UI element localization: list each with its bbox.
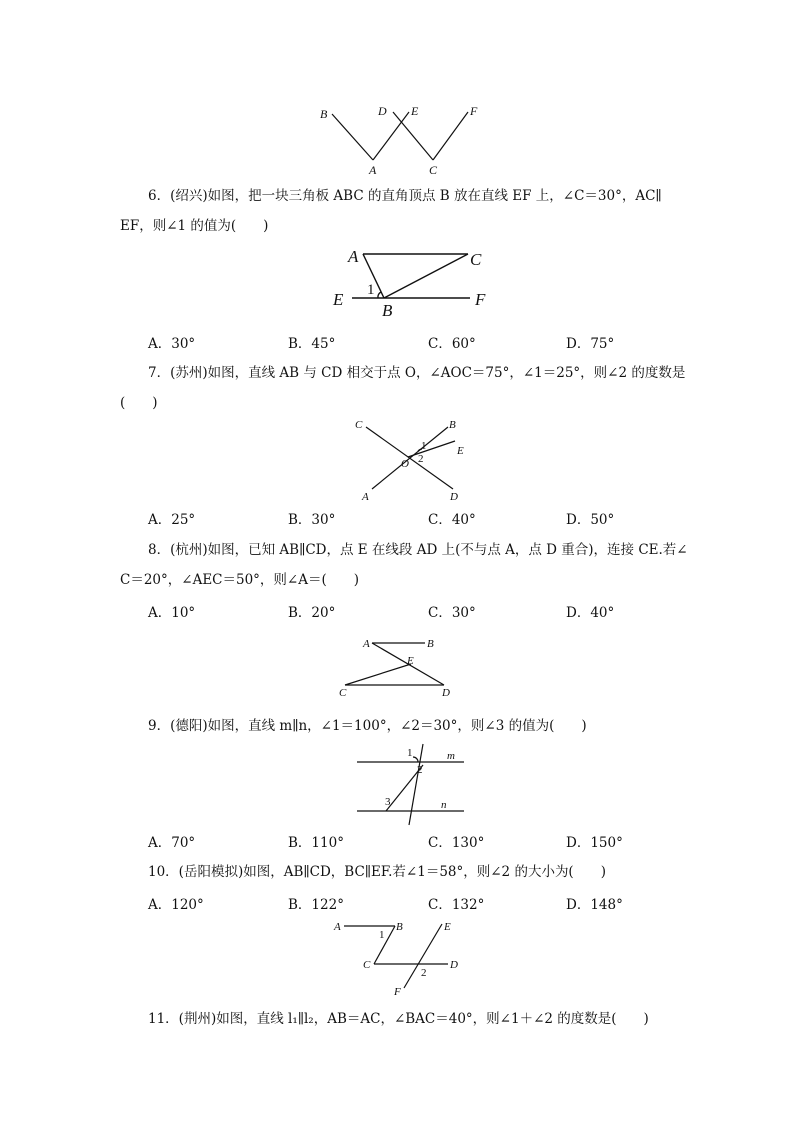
label-B: B <box>320 107 328 121</box>
q8-label-A: A <box>363 638 370 650</box>
q6-label-F: F <box>475 290 486 309</box>
q6-option-d[interactable]: D．75° <box>566 336 615 352</box>
q8-option-d[interactable]: D．40° <box>566 605 615 621</box>
q10-angle-1: 1 <box>379 929 385 941</box>
q6-text-line2: EF，则∠1 的值为( ) <box>120 218 269 234</box>
q10-label-A: A <box>334 921 341 933</box>
q9-option-d[interactable]: D．150° <box>566 835 623 851</box>
q6-option-b[interactable]: B．45° <box>288 336 336 352</box>
q6-text-line1: 6．(绍兴)如图，把一块三角板 ABC 的直角顶点 B 放在直线 EF 上，∠C＝30°，AC∥ <box>148 188 662 204</box>
q7-label-A: A <box>362 491 369 503</box>
q7-label-D: D <box>450 491 458 503</box>
q10-label-F: F <box>394 986 401 998</box>
q10-text-line1: 10．(岳阳模拟)如图，AB∥CD，BC∥EF.若∠1＝58°，则∠2 的大小为( ) <box>148 864 606 880</box>
q7-text-line1: 7．(苏州)如图，直线 AB 与 CD 相交于点 O，∠AOC＝75°，∠1＝25°，则∠2 的度数是 <box>148 365 686 381</box>
q8-option-a[interactable]: A．10° <box>148 605 196 621</box>
q10-label-D: D <box>450 959 458 971</box>
q9-angle-1: 1 <box>407 747 413 759</box>
q10-option-b[interactable]: B．122° <box>288 897 344 913</box>
q6-label-A: A <box>348 247 359 266</box>
label-A: A <box>369 163 377 177</box>
q10-option-d[interactable]: D．148° <box>566 897 623 913</box>
q10-label-B: B <box>396 921 403 933</box>
q7-label-O: O <box>401 458 409 470</box>
q9-option-b[interactable]: B．110° <box>288 835 344 851</box>
q9-option-c[interactable]: C．130° <box>428 835 485 851</box>
q7-option-d[interactable]: D．50° <box>566 512 615 528</box>
q7-label-B: B <box>449 419 456 431</box>
q9-label-m: m <box>447 750 455 762</box>
q7-label-C: C <box>355 419 363 431</box>
q9-option-a[interactable]: A．70° <box>148 835 196 851</box>
label-D: D <box>378 104 387 118</box>
q7-text-line2: ( ) <box>120 395 158 411</box>
q10-label-E: E <box>444 921 451 933</box>
q8-label-D: D <box>442 687 450 699</box>
q6-label-E: E <box>333 290 344 309</box>
q6-label-B: B <box>382 301 393 320</box>
label-E: E <box>411 104 419 118</box>
q7-option-a[interactable]: A．25° <box>148 512 196 528</box>
q7-label-E: E <box>457 445 464 457</box>
q6-option-c[interactable]: C．60° <box>428 336 476 352</box>
q9-text-line1: 9．(德阳)如图，直线 m∥n，∠1＝100°，∠2＝30°，则∠3 的值为( ) <box>148 718 587 734</box>
q8-option-c[interactable]: C．30° <box>428 605 476 621</box>
q8-text-line1: 8．(杭州)如图，已知 AB∥CD，点 E 在线段 AD 上(不与点 A，点 D 重合)，连接 CE.若∠ <box>148 542 688 558</box>
q8-label-B: B <box>427 638 434 650</box>
label-C: C <box>429 163 438 177</box>
q7-angle-1: 1 <box>421 440 427 452</box>
q7-angle-2: 2 <box>418 453 424 465</box>
q8-label-E: E <box>407 655 414 667</box>
q6-angle-1: 1 <box>367 282 375 298</box>
q7-option-c[interactable]: C．40° <box>428 512 476 528</box>
q10-angle-2: 2 <box>421 967 427 979</box>
q10-label-C: C <box>363 959 371 971</box>
q9-angle-3: 3 <box>385 796 391 808</box>
q8-option-b[interactable]: B．20° <box>288 605 336 621</box>
q6-option-a[interactable]: A．30° <box>148 336 196 352</box>
q10-option-c[interactable]: C．132° <box>428 897 485 913</box>
q7-option-b[interactable]: B．30° <box>288 512 336 528</box>
q9-label-n: n <box>441 799 447 811</box>
q8-text-line2: C＝20°，∠AEC＝50°，则∠A＝( ) <box>120 572 360 588</box>
q10-option-a[interactable]: A．120° <box>148 897 204 913</box>
q8-label-C: C <box>339 687 347 699</box>
q11-text-line1: 11．(荆州)如图，直线 l₁∥l₂，AB＝AC，∠BAC＝40°，则∠1＋∠2 的度数是( ) <box>148 1011 649 1027</box>
q6-label-C: C <box>470 250 482 269</box>
q9-angle-2: 2 <box>417 764 423 776</box>
label-F: F <box>470 104 478 118</box>
